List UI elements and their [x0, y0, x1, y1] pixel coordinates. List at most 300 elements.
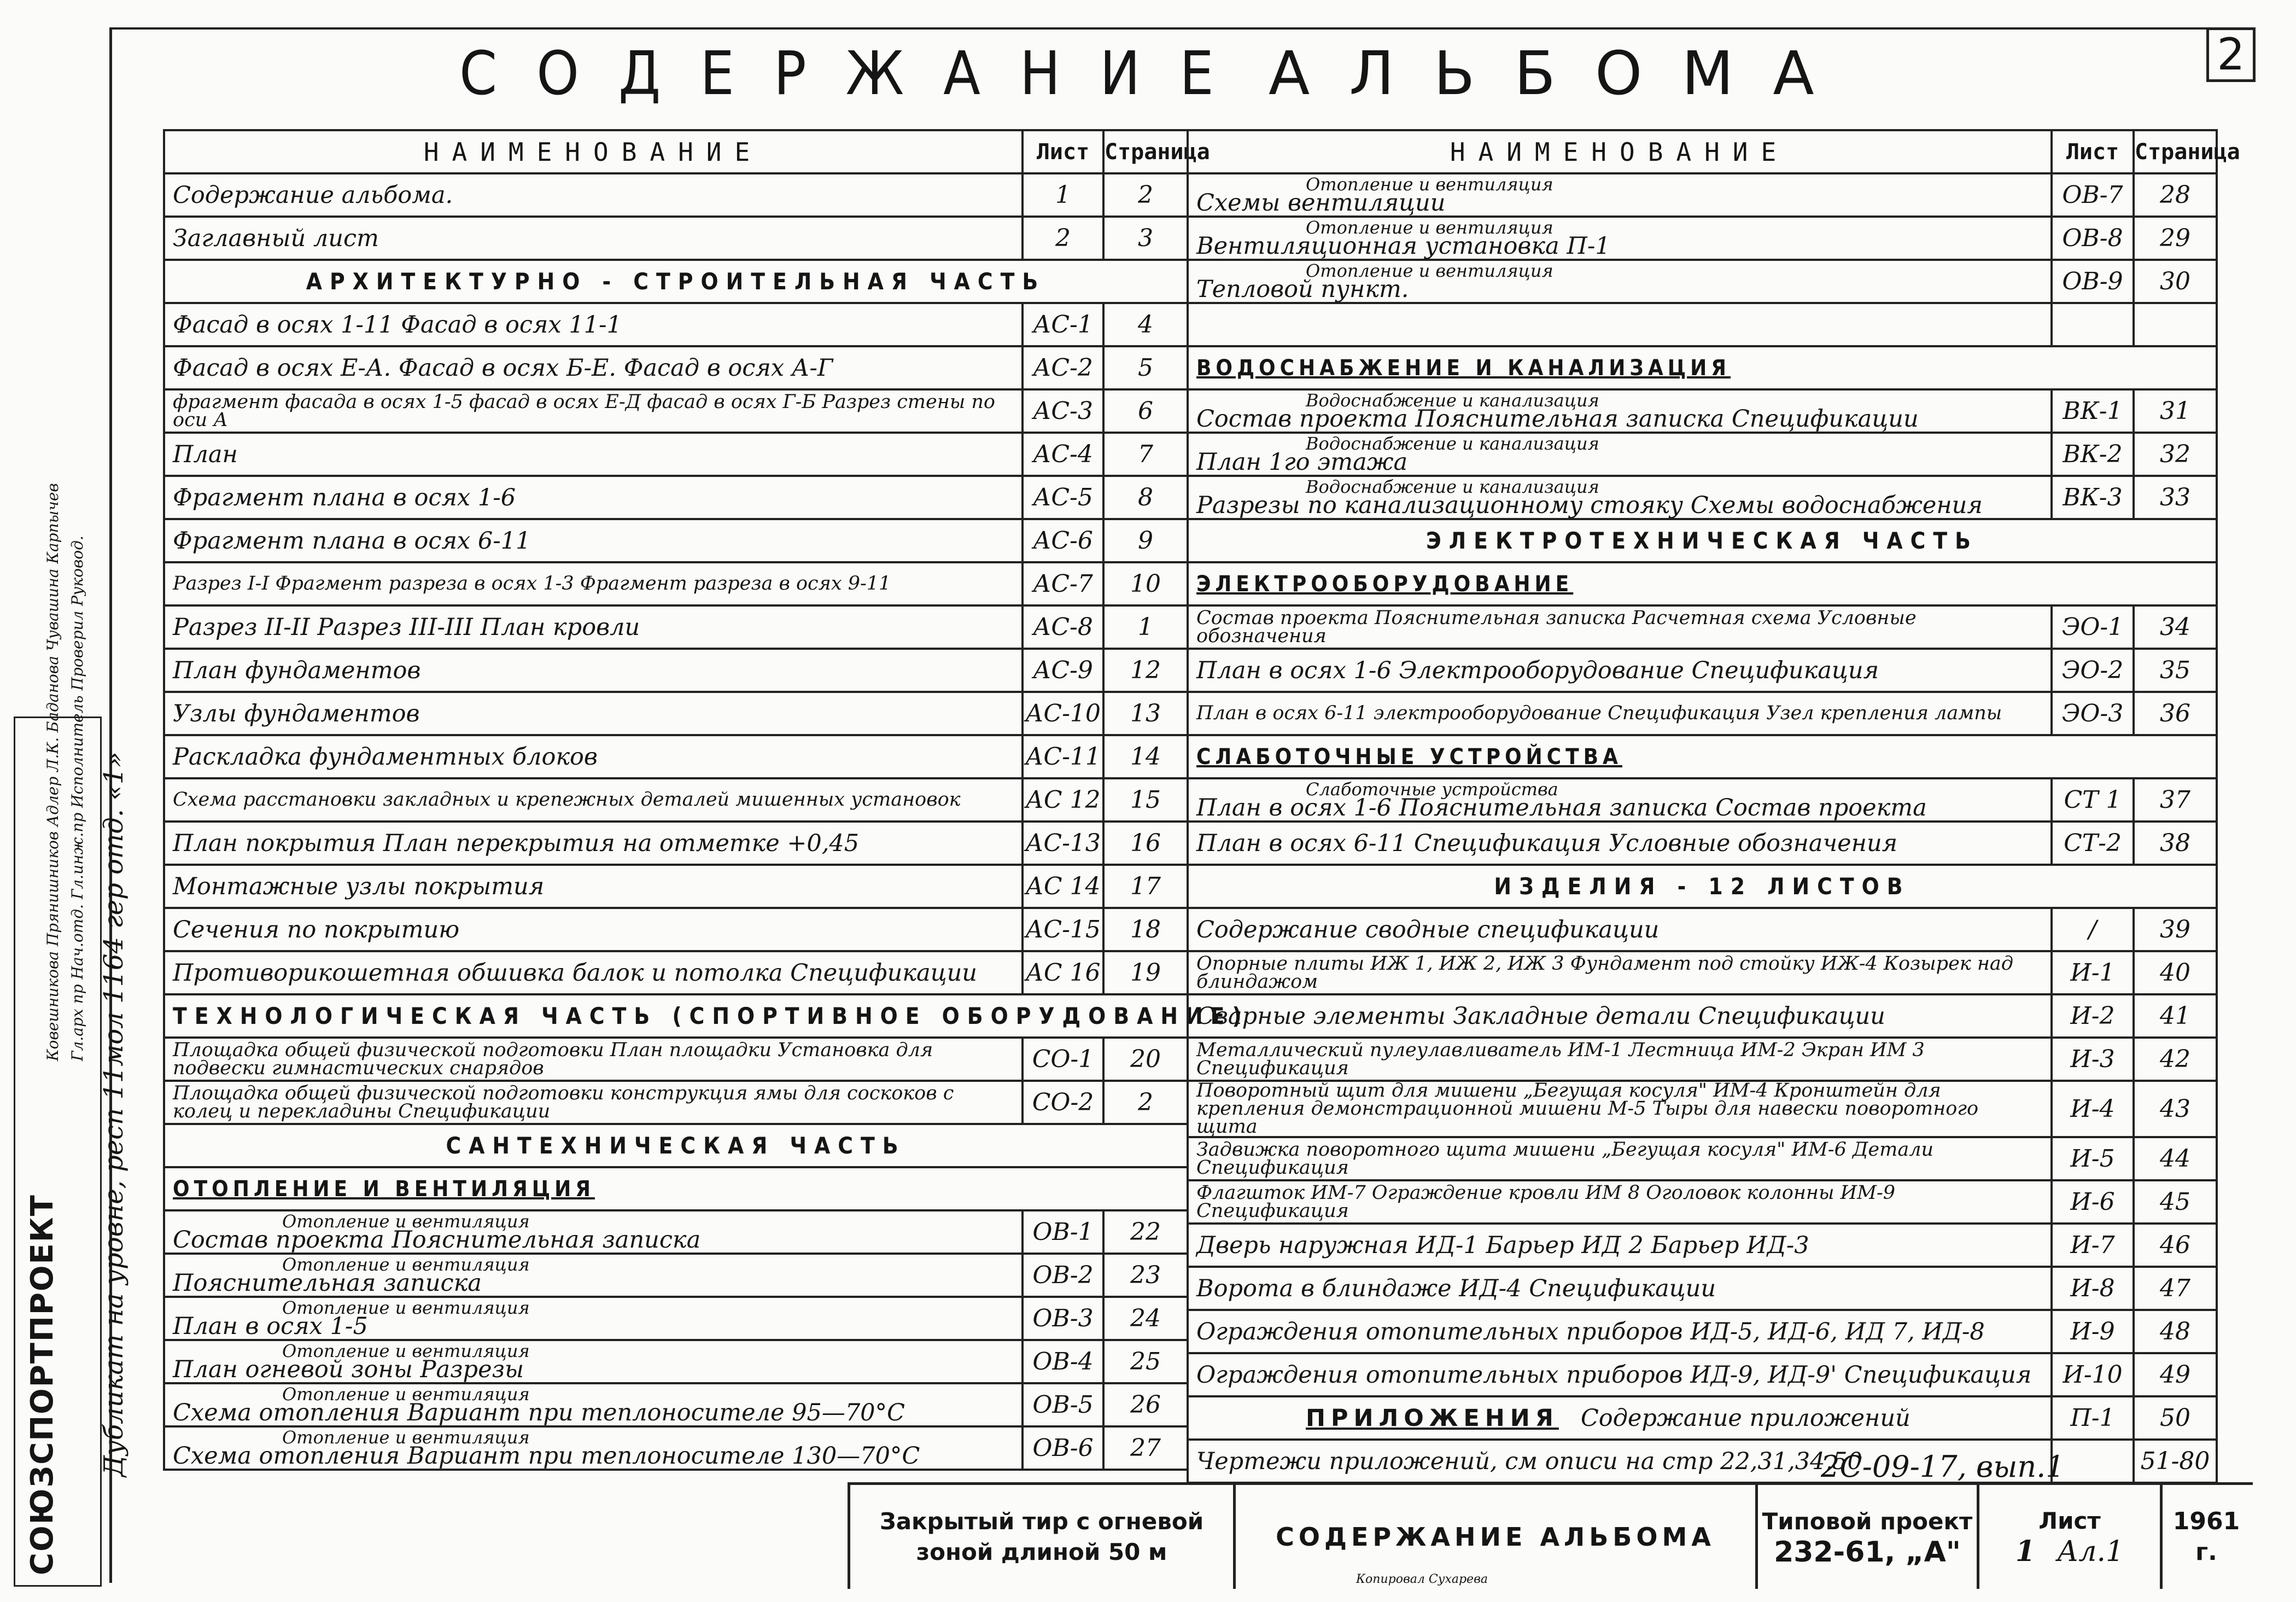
entry-sheet: И-9 [2052, 1310, 2134, 1353]
entry-name: Монтажные узлы покрытия [173, 872, 545, 900]
entry-note: Отопление и вентиляция [282, 1340, 530, 1361]
header-page-right: Страница [2134, 130, 2217, 173]
entry-name-cell [1188, 173, 2052, 217]
entry-sheet: И-5 [2052, 1137, 2134, 1180]
entry-sheet: И-4 [2052, 1081, 2134, 1137]
table-row [164, 476, 1188, 519]
entry-name: План фундаментов [173, 656, 421, 684]
table-row [164, 389, 1188, 433]
entry-page: 1 [1103, 605, 1188, 649]
entry-sheet: СТ-2 [2052, 822, 2134, 865]
entry-page: 31 [2134, 389, 2217, 433]
entry-page: 47 [2134, 1267, 2217, 1310]
entry-name-cell [164, 605, 1023, 649]
entry-sheet: АС-13 [1023, 822, 1103, 865]
table-row [164, 605, 1188, 649]
header-sheet-right: Лист [2052, 130, 2134, 173]
entry-page: 15 [1103, 778, 1188, 822]
entry-sheet: ВК-2 [2052, 433, 2134, 476]
entry-name-cell [164, 562, 1023, 605]
table-row [164, 217, 1188, 260]
stamp-sheet-value: 1 [2015, 1534, 2036, 1568]
title-right: АЛЬБОМА [1269, 38, 1854, 108]
entry-note: Отопление и вентиляция [1306, 173, 1553, 195]
entry-name-cell [164, 735, 1023, 778]
entry-name-cell [164, 778, 1023, 822]
table-row [1188, 562, 2217, 605]
table-row [164, 346, 1188, 389]
entry-name: Раскладка фундаментных блоков [173, 743, 598, 771]
entry-name: Заглавный лист [173, 224, 379, 252]
entry-page: 23 [1103, 1254, 1188, 1297]
entry-note: Водоснабжение и канализация [1306, 433, 1599, 454]
entry-sheet: АС-3 [1023, 389, 1103, 433]
entry-sheet: И-8 [2052, 1267, 2134, 1310]
subsection-heading: ЭЛЕКТРООБОРУДОВАНИЕ [1188, 562, 2217, 605]
entry-page: 6 [1103, 389, 1188, 433]
table-row [1188, 951, 2217, 994]
entry-name: Фрагмент плана в осях 1-6 [173, 483, 516, 511]
entry-page: 38 [2134, 822, 2217, 865]
entry-name: Схема отопления Вариант при теплоносителе 130—70°С [173, 1442, 920, 1470]
entry-sheet: ОВ-3 [1023, 1297, 1103, 1340]
table-row [1188, 389, 2217, 433]
entry-page: 18 [1103, 908, 1188, 951]
title-block [848, 1482, 2253, 1589]
entry-sheet: АС-9 [1023, 649, 1103, 692]
entry-name-cell [1188, 908, 2052, 951]
entry-name: Фрагмент плана в осях 6-11 [173, 527, 531, 555]
entry-page: 17 [1103, 865, 1188, 908]
table-row [164, 735, 1188, 778]
entry-name: Площадка общей физической подготовки конструкция ямы для соскоков с колец и перекладины Спецификации [173, 1082, 954, 1122]
entry-sheet: ЭО-1 [2052, 605, 2134, 649]
stamp-project [1758, 1485, 1979, 1589]
entry-name: Чертежи приложений, см описи на стр 22,31,34,50 [1196, 1447, 1862, 1475]
table-row [1188, 1267, 2217, 1310]
entry-page: 7 [1103, 433, 1188, 476]
entry-page: 33 [2134, 476, 2217, 519]
entry-name-cell [1188, 1180, 2052, 1224]
entry-page: 41 [2134, 994, 2217, 1038]
entry-page: 4 [1103, 303, 1188, 346]
section-heading: ТЕХНОЛОГИЧЕСКАЯ ЧАСТЬ (СПОРТИВНОЕ ОБОРУДОВАНИЕ) [164, 994, 1188, 1038]
entry-sheet: АС 14 [1023, 865, 1103, 908]
entry-sheet: АС-5 [1023, 476, 1103, 519]
table-row [164, 303, 1188, 346]
entry-page: 13 [1103, 692, 1188, 735]
entry-page: 24 [1103, 1297, 1188, 1340]
table-row [164, 778, 1188, 822]
header-name: НАИМЕНОВАНИЕ [164, 130, 1023, 173]
entry-name: Содержание сводные спецификации [1196, 916, 1660, 943]
entry-name: Противорикошетная обшивка балок и потолка Спецификации [173, 959, 977, 987]
entry-name: Разрезы по канализационному стояку Схемы водоснабжения [1196, 491, 1983, 519]
entry-page: 12 [1103, 649, 1188, 692]
entry-page: 37 [2134, 778, 2217, 822]
document-code: 2С-09-17, вып.1 [1821, 1449, 2065, 1484]
entry-sheet: ОВ-2 [1023, 1254, 1103, 1297]
entry-name-cell [164, 865, 1023, 908]
entry-sheet: СО-2 [1023, 1081, 1103, 1124]
stamp-sheet [1979, 1485, 2163, 1589]
entry-page: 36 [2134, 692, 2217, 735]
entry-name: Схема расстановки закладных и крепежных деталей мишенных установок [173, 789, 961, 811]
entry-page: 48 [2134, 1310, 2217, 1353]
table-row [1188, 1310, 2217, 1353]
entry-sheet: ЭО-3 [2052, 692, 2134, 735]
entry-name: Ворота в блиндаже ИД-4 Спецификации [1196, 1274, 1716, 1302]
table-row [164, 1081, 1188, 1124]
table-row [1188, 433, 2217, 476]
entry-name-cell [1188, 1310, 2052, 1353]
entry-name: Ограждения отопительных приборов ИД-5, ИД-6, ИД 7, ИД-8 [1196, 1318, 1985, 1345]
entry-name-cell [164, 303, 1023, 346]
stamp-year: 1961 г. [2172, 1507, 2240, 1566]
table-row [164, 649, 1188, 692]
appendix-heading: ПРИЛОЖЕНИЯ [1306, 1404, 1559, 1432]
entry-name-cell [164, 1426, 1023, 1470]
entry-page: 22 [1103, 1210, 1188, 1254]
entry-name-cell [1188, 260, 2052, 303]
entry-name: План в осях 6-11 Спецификация Условные обозначения [1196, 829, 1898, 857]
table-row [1188, 649, 2217, 692]
entry-page: 28 [2134, 173, 2217, 217]
subsection-heading: СЛАБОТОЧНЫЕ УСТРОЙСТВА [1188, 735, 2217, 778]
title-left: СОДЕРЖАНИЕ [459, 38, 1253, 108]
table-row [164, 908, 1188, 951]
entry-sheet: АС-4 [1023, 433, 1103, 476]
entry-name-cell [164, 692, 1023, 735]
entry-name: Тепловой пункт. [1196, 275, 1409, 303]
entry-name: Задвижка поворотного щита мишени „Бегущая косуля" ИМ-6 Детали Спецификация [1196, 1138, 1934, 1179]
entry-name-cell [164, 433, 1023, 476]
entry-sheet: ВК-3 [2052, 476, 2134, 519]
entry-name: Узлы фундаментов [173, 700, 420, 727]
entry-page: 30 [2134, 260, 2217, 303]
entry-note: Водоснабжение и канализация [1306, 389, 1599, 411]
stamp-title: СОДЕРЖАНИЕ АЛЬБОМА [1236, 1485, 1758, 1589]
table-row [1188, 1396, 2217, 1440]
table-row [164, 433, 1188, 476]
table-row [164, 822, 1188, 865]
stamp-sheet-label: Лист [2038, 1507, 2101, 1534]
entry-page: 46 [2134, 1224, 2217, 1267]
table-row [1188, 303, 2217, 346]
table-row [1188, 1081, 2217, 1137]
table-row [164, 173, 1188, 217]
entry-sheet: И-6 [2052, 1180, 2134, 1224]
table-row [1188, 217, 2217, 260]
entry-page: 2 [1103, 1081, 1188, 1124]
table-row [164, 519, 1188, 562]
entry-page: 49 [2134, 1353, 2217, 1396]
table-row [1188, 1180, 2217, 1224]
table-row [1188, 1353, 2217, 1396]
entry-name-cell [1188, 605, 2052, 649]
entry-name-cell [1188, 649, 2052, 692]
table-row [1188, 1038, 2217, 1081]
stamp-sheet-row [2015, 1536, 2124, 1569]
entry-name: Вентиляционная установка П-1 [1196, 232, 1610, 260]
entry-sheet [2052, 303, 2134, 346]
entry-note: Отопление и вентиляция [282, 1210, 530, 1232]
entry-name: Дверь наружная ИД-1 Барьер ИД 2 Барьер ИД-3 [1196, 1231, 1809, 1259]
entry-name: Площадка общей физической подготовки План площадки Установка для подвески гимнастических снарядов [173, 1039, 933, 1079]
entry-page: 45 [2134, 1180, 2217, 1224]
entry-name: Сечения по покрытию [173, 916, 460, 943]
entry-name-cell [1188, 1353, 2052, 1396]
section-heading: ИЗДЕЛИЯ - 12 ЛИСТОВ [1188, 865, 2217, 908]
entry-name-cell [164, 1254, 1023, 1297]
entry-sheet: ЭО-2 [2052, 649, 2134, 692]
entry-page: 32 [2134, 433, 2217, 476]
entry-sheet: ОВ-9 [2052, 260, 2134, 303]
entry-name: Разрез I-I Фрагмент разреза в осях 1-3 Фрагмент разреза в осях 9-11 [173, 573, 891, 595]
entry-name: План в осях 6-11 электрооборудование Спецификация Узел крепления лампы [1196, 702, 2002, 724]
entry-page [2134, 303, 2217, 346]
entry-name: Фасад в осях Е-А. Фасад в осях Б-Е. Фасад в осях А-Г [173, 354, 833, 382]
entry-name-cell [1188, 994, 2052, 1038]
entry-page: 25 [1103, 1340, 1188, 1383]
table-row [164, 1426, 1188, 1470]
entry-page: 27 [1103, 1426, 1188, 1470]
entry-name-cell [1188, 778, 2052, 822]
entry-name-cell [164, 908, 1023, 951]
table-row [1188, 735, 2217, 778]
entry-page: 8 [1103, 476, 1188, 519]
entry-sheet: АС-2 [1023, 346, 1103, 389]
entry-sheet: И-1 [2052, 951, 2134, 994]
entry-sheet: АС-15 [1023, 908, 1103, 951]
entry-sheet: И-2 [2052, 994, 2134, 1038]
entry-page: 39 [2134, 908, 2217, 951]
table-row [1188, 865, 2217, 908]
entry-sheet: И-7 [2052, 1224, 2134, 1267]
header-name-right: НАИМЕНОВАНИЕ [1188, 130, 2052, 173]
entry-name-cell [164, 649, 1023, 692]
table-row [164, 865, 1188, 908]
roles-column: Гл.арх пр Нач.отд. Гл.инж.пр Исполнитель Проверил Руковод. [68, 535, 86, 1061]
table-row [1188, 822, 2217, 865]
contents-table-right [1187, 129, 2240, 1484]
entry-sheet: ОВ-6 [1023, 1426, 1103, 1470]
entry-sheet: 1 [1023, 173, 1103, 217]
entry-sheet: АС-7 [1023, 562, 1103, 605]
entry-page: 3 [1103, 217, 1188, 260]
entry-page: 50 [2134, 1396, 2217, 1440]
section-heading: ЭЛЕКТРОТЕХНИЧЕСКАЯ ЧАСТЬ [1188, 519, 2217, 562]
entry-sheet: ОВ-1 [1023, 1210, 1103, 1254]
table-row [1188, 519, 2217, 562]
entry-name-cell [164, 346, 1023, 389]
entry-name: Пояснительная записка [173, 1269, 482, 1297]
entry-name-cell [1188, 822, 2052, 865]
entry-note: Отопление и вентиляция [282, 1297, 530, 1318]
header-sheet: Лист [1023, 130, 1103, 173]
entry-name-cell [164, 1210, 1023, 1254]
entry-name: Состав проекта Пояснительная записка [173, 1226, 701, 1254]
table-row [1188, 476, 2217, 519]
entry-page: 19 [1103, 951, 1188, 994]
entry-sheet: / [2052, 908, 2134, 951]
section-heading: САНТЕХНИЧЕСКАЯ ЧАСТЬ [164, 1124, 1188, 1167]
section-heading: АРХИТЕКТУРНО - СТРОИТЕЛЬНАЯ ЧАСТЬ [164, 260, 1188, 303]
entry-sheet: АС-1 [1023, 303, 1103, 346]
entry-name-cell [1188, 433, 2052, 476]
appendix-extra: Содержание приложений [1580, 1404, 1911, 1432]
entry-name: Схема отопления Вариант при теплоносителе 95—70°С [173, 1399, 905, 1426]
entry-sheet: 2 [1023, 217, 1103, 260]
table-row [164, 1254, 1188, 1297]
page-number: 2 [2206, 27, 2256, 82]
table-row [1188, 778, 2217, 822]
entry-page: 20 [1103, 1038, 1188, 1081]
entry-name-cell [1188, 476, 2052, 519]
header-page: Страница [1103, 130, 1188, 173]
entry-name: План в осях 1-6 Пояснительная записка Состав проекта [1196, 794, 1927, 822]
entry-sheet: АС 16 [1023, 951, 1103, 994]
table-row [164, 1038, 1188, 1081]
table-row [164, 692, 1188, 735]
contents-table-left [163, 129, 1249, 1471]
entry-sheet: ВК-1 [2052, 389, 2134, 433]
entry-sheet: П-1 [2052, 1396, 2134, 1440]
entry-name: фрагмент фасада в осях 1-5 фасад в осях Е-Д фасад в осях Г-Б Разрез стены по оси А [173, 391, 995, 431]
entry-note: Слаботочные устройства [1306, 778, 1558, 800]
entry-name-cell [164, 822, 1023, 865]
entry-page: 9 [1103, 519, 1188, 562]
entry-name: План [173, 440, 238, 468]
entry-sheet: ОВ-7 [2052, 173, 2134, 217]
table-row [1188, 692, 2217, 735]
entry-sheet: СО-1 [1023, 1038, 1103, 1081]
copyist-signature: Копировал Сухарева [1356, 1572, 1488, 1586]
entry-name-cell [164, 1383, 1023, 1426]
stamp-album: Ал.1 [2057, 1535, 2124, 1568]
entry-note: Отопление и вентиляция [1306, 260, 1553, 281]
entry-sheet: ОВ-4 [1023, 1340, 1103, 1383]
table-row [1188, 173, 2217, 217]
entry-sheet: ОВ-5 [1023, 1383, 1103, 1426]
entry-name: Флагшток ИМ-7 Ограждение кровли ИМ 8 Оголовок колонны ИМ-9 Спецификация [1196, 1181, 1896, 1222]
entry-page: 2 [1103, 173, 1188, 217]
entry-sheet: ОВ-8 [2052, 217, 2134, 260]
entry-name-cell [1188, 1224, 2052, 1267]
entry-name-cell [1188, 1081, 2052, 1137]
table-row [164, 260, 1188, 303]
entry-sheet: И-10 [2052, 1353, 2134, 1396]
entry-sheet: АС-8 [1023, 605, 1103, 649]
entry-page: 43 [2134, 1081, 2217, 1137]
subsection-heading: ВОДОСНАБЖЕНИЕ И КАНАЛИЗАЦИЯ [1188, 346, 2217, 389]
entry-name: Разрез II-II Разрез III-III План кровли [173, 613, 640, 641]
entry-name: Состав проекта Пояснительная записка Спецификации [1196, 405, 1919, 433]
entry-page: 26 [1103, 1383, 1188, 1426]
entry-name-cell [164, 519, 1023, 562]
entry-name-cell [164, 951, 1023, 994]
entry-name-cell [164, 173, 1023, 217]
entry-note: Отопление и вентиляция [282, 1426, 530, 1448]
entry-name-cell [1188, 1267, 2052, 1310]
entry-name: Фасад в осях 1-11 Фасад в осях 11-1 [173, 311, 622, 339]
entry-name: План в осях 1-5 [173, 1312, 368, 1340]
entry-name: Состав проекта Пояснительная записка Расчетная схема Условные обозначения [1196, 607, 1917, 647]
table-row [1188, 908, 2217, 951]
table-row [1188, 260, 2217, 303]
entry-name-cell [164, 1038, 1023, 1081]
entry-name: План в осях 1-6 Электрооборудование Спецификация [1196, 656, 1879, 684]
entry-note: Отопление и вентиляция [282, 1254, 530, 1275]
table-row [164, 1210, 1188, 1254]
entry-note: Водоснабжение и канализация [1306, 476, 1599, 497]
table-row [164, 1297, 1188, 1340]
entry-note: Отопление и вентиляция [1306, 217, 1553, 238]
table-row [164, 1383, 1188, 1426]
entry-name-cell [164, 1297, 1023, 1340]
table-row [164, 1167, 1188, 1210]
entry-name: Металлический пулеулавливатель ИМ-1 Лестница ИМ-2 Экран ИМ 3 Спецификация [1196, 1039, 1925, 1079]
entry-name: Сварные элементы Закладные детали Спецификации [1196, 1002, 1885, 1030]
entry-page: 14 [1103, 735, 1188, 778]
entry-name-cell [1188, 217, 2052, 260]
table-row [1188, 605, 2217, 649]
entry-name-cell [164, 217, 1023, 260]
entry-sheet: АС-6 [1023, 519, 1103, 562]
entry-page: 34 [2134, 605, 2217, 649]
entry-name-cell [164, 1081, 1023, 1124]
entry-name-cell [1188, 389, 2052, 433]
duplicate-note: Дубликат на уровне, респ 11мол 1164 гер отд. «1» [98, 752, 129, 1477]
entry-sheet: И-3 [2052, 1038, 2134, 1081]
stamp-project-label: Типовой проект [1762, 1508, 1973, 1535]
entry-sheet: СТ 1 [2052, 778, 2134, 822]
table-row [164, 1124, 1188, 1167]
table-row [1188, 994, 2217, 1038]
entry-note: Отопление и вентиляция [282, 1383, 530, 1405]
stamp-project-number: 232-61, „А" [1774, 1536, 1961, 1569]
table-row [164, 951, 1188, 994]
entry-name-cell [164, 1340, 1023, 1383]
organization-name: СОЮЗСПОРТПРОЕКТ [25, 1194, 60, 1575]
entry-page: 42 [2134, 1038, 2217, 1081]
entry-name-cell [1188, 1137, 2052, 1180]
entry-sheet: АС-10 [1023, 692, 1103, 735]
entry-page: 44 [2134, 1137, 2217, 1180]
people-column: Ковешникова Прянишников Адлер Л.К. Баданова Чувашина Карпычев [44, 483, 62, 1061]
table-row [1188, 346, 2217, 389]
entry-sheet: АС-11 [1023, 735, 1103, 778]
entry-name-cell [1188, 951, 2052, 994]
stamp-object: Закрытый тир с огневой зоной длиной 50 м [850, 1485, 1236, 1589]
entry-page: 35 [2134, 649, 2217, 692]
entry-name-cell [1188, 303, 2052, 346]
subsection-heading: ОТОПЛЕНИЕ И ВЕНТИЛЯЦИЯ [164, 1167, 1188, 1210]
entry-name: Ограждения отопительных приборов ИД-9, ИД-9' Спецификация [1196, 1361, 2032, 1389]
entry-page: 51-80 [2134, 1440, 2217, 1483]
table-row [164, 1340, 1188, 1383]
table-row [1188, 1224, 2217, 1267]
entry-name-cell [164, 476, 1023, 519]
entry-name-cell [1188, 692, 2052, 735]
entry-name-cell [1188, 1396, 2052, 1440]
table-row [164, 994, 1188, 1038]
entry-name: Схемы вентиляции [1196, 189, 1446, 217]
entry-sheet: АС 12 [1023, 778, 1103, 822]
entry-name-cell [164, 389, 1023, 433]
entry-page: 40 [2134, 951, 2217, 994]
entry-name: План огневой зоны Разрезы [173, 1355, 524, 1383]
